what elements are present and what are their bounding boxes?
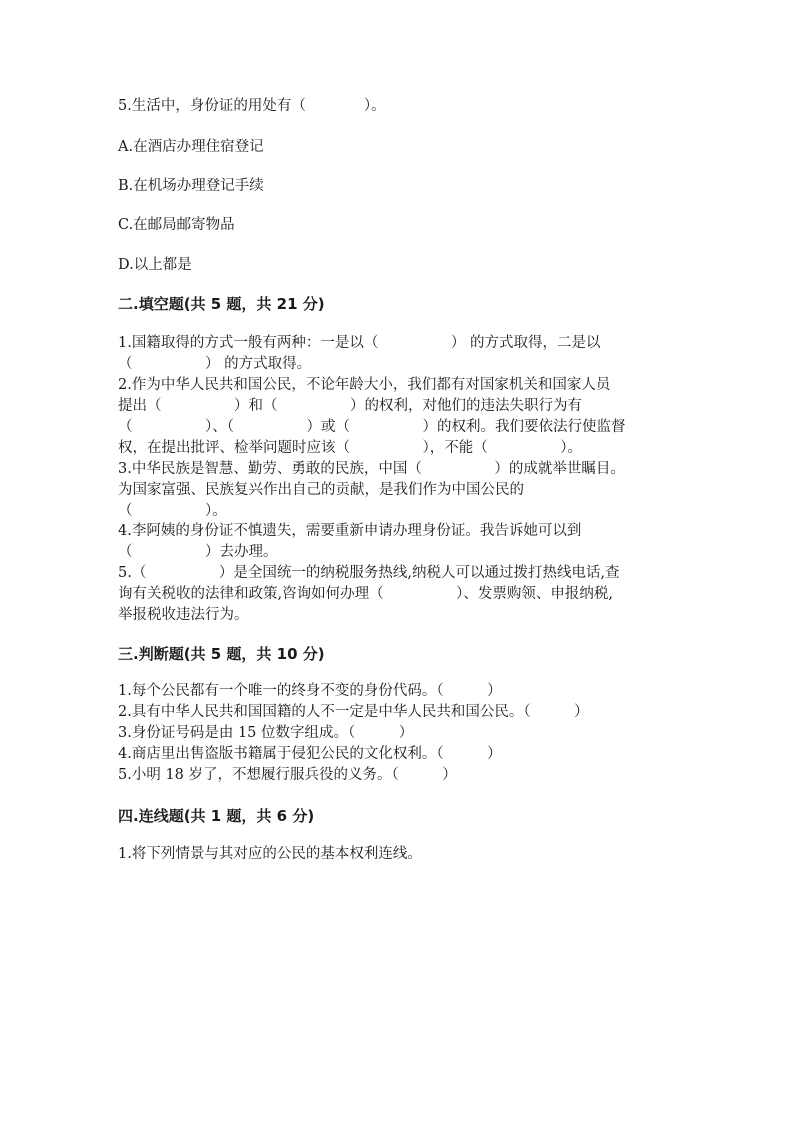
section-2-title: 二.填空题(共 5 题，共 21 分) xyxy=(118,295,325,313)
fill-line: （ ）去办理。 xyxy=(118,544,278,560)
fill-line: 3.中华民族是智慧、勤劳、勇敢的民族，中国（ ）的成就举世瞩目。 xyxy=(118,461,625,477)
fill-line: 4.李阿姨的身份证不慎遗失，需要重新申请办理身份证。我告诉她可以到 xyxy=(118,523,582,539)
option-a: A.在酒店办理住宿登记 xyxy=(118,139,264,155)
section-3-title: 三.判断题(共 5 题，共 10 分) xyxy=(118,645,325,663)
fill-line: 5.（ ）是全国统一的纳税服务热线,纳税人可以通过拨打热线电话,查 xyxy=(118,565,620,581)
judge-line: 1.每个公民都有一个唯一的终身不变的身份代码。（ ） xyxy=(118,683,502,699)
judge-line: 2.具有中华人民共和国国籍的人不一定是中华人民共和国公民。（ ） xyxy=(118,704,589,720)
fill-line: 1.国籍取得的方式一般有两种：一是以（ ） 的方式取得，二是以 xyxy=(118,335,601,351)
fill-line: 权，在提出批评、检举问题时应该（ ），不能（ ）。 xyxy=(118,440,582,456)
fill-line: 提出（ ）和（ ）的权利，对他们的违法失职行为有 xyxy=(118,398,582,414)
fill-line: （ ） 的方式取得。 xyxy=(118,356,312,372)
fill-line: 为国家富强、民族复兴作出自己的贡献，是我们作为中国公民的 xyxy=(118,482,524,498)
fill-line: 2.作为中华人民共和国公民，不论年龄大小，我们都有对国家机关和国家人员 xyxy=(118,377,611,393)
option-c: C.在邮局邮寄物品 xyxy=(118,217,235,233)
judge-line: 4.商店里出售盗版书籍属于侵犯公民的文化权利。（ ） xyxy=(118,746,502,762)
fill-line: 询有关税收的法律和政策,咨询如何办理（ ）、发票购领、申报纳税, xyxy=(118,586,613,602)
option-b: B.在机场办理登记手续 xyxy=(118,178,264,194)
match-line: 1.将下列情景与其对应的公民的基本权利连线。 xyxy=(118,846,422,862)
fill-line: （ ）、（ ）或（ ）的权利。我们要依法行使监督 xyxy=(118,419,626,435)
section-4-title: 四.连线题(共 1 题，共 6 分) xyxy=(118,807,315,825)
option-d: D.以上都是 xyxy=(118,257,192,273)
judge-line: 5.小明 18 岁了，不想履行服兵役的义务。（ ） xyxy=(118,767,457,783)
fill-line: 举报税收违法行为。 xyxy=(118,607,249,623)
judge-line: 3.身份证号码是由 15 位数字组成。（ ） xyxy=(118,725,414,741)
question-5-stem: 5.生活中，身份证的用处有（ ）。 xyxy=(118,98,386,114)
fill-line: （ ）。 xyxy=(118,503,227,519)
